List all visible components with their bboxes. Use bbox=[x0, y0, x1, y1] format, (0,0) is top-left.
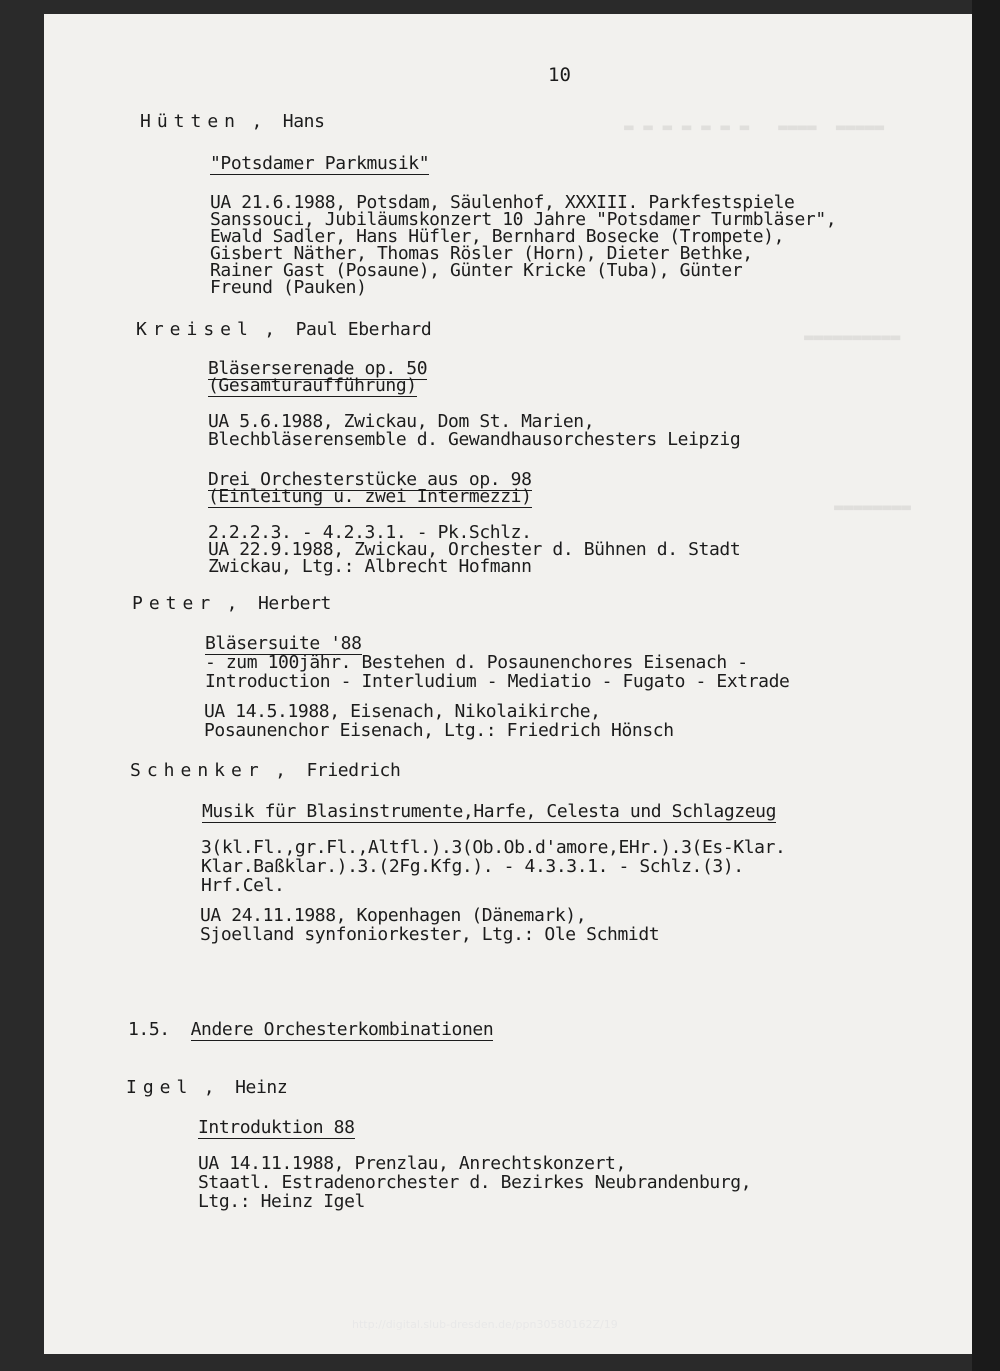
performance-line: Freund (Pauken) bbox=[210, 277, 367, 298]
performance-line: UA 5.6.1988, Zwickau, Dom St. Marien, bbox=[208, 411, 595, 432]
work-title-text: "Potsdamer Parkmusik" bbox=[210, 153, 430, 174]
composer-given-name: Hans bbox=[282, 111, 325, 132]
composer-heading: Schenker , Friedrich bbox=[130, 760, 401, 781]
source-url: http://digital.slub-dresden.de/ppn30580162Z/19 bbox=[352, 1318, 618, 1331]
section-heading bbox=[128, 1019, 494, 1040]
composer-given-name: Heinz bbox=[235, 1077, 288, 1098]
section-title: Andere Orchesterkombinationen bbox=[190, 1019, 494, 1040]
performance-line: Staatl. Estradenorchester d. Bezirkes Neubrandenburg, bbox=[198, 1172, 752, 1193]
work-title bbox=[205, 633, 362, 654]
performance-line: Posaunenchor Eisenach, Ltg.: Friedrich Hönsch bbox=[204, 720, 674, 741]
performance-line: Rainer Gast (Posaune), Günter Kricke (Tuba), Günter bbox=[210, 260, 743, 281]
bleed-through-texture: ▬▬▬▬▬▬▬▬ bbox=[834, 497, 912, 516]
scoring-line: 3(kl.Fl.,gr.Fl.,Altfl.).3(Ob.Ob.d'amore,EHr.).3(Es-Klar. bbox=[201, 837, 786, 858]
work-title-text: Musik für Blasinstrumente,Harfe, Celesta und Schlagzeug bbox=[202, 801, 777, 822]
composer-heading: Peter , Herbert bbox=[132, 593, 331, 614]
work-title-text: Bläserserenade op. 50 bbox=[208, 358, 428, 379]
performance-line: Blechbläserensemble d. Gewandhausorchesters Leipzig bbox=[208, 429, 741, 450]
performance-line: Zwickau, Ltg.: Albrecht Hofmann bbox=[208, 556, 532, 577]
bleed-through-texture: ▬ ▬ ▬ ▬ ▬ ▬ ▬ ▬▬▬▬ ▬▬▬▬▬ bbox=[624, 117, 885, 136]
composer-heading: Kreisel , Paul Eberhard bbox=[136, 319, 432, 340]
composer-surname: Hütten bbox=[140, 111, 242, 132]
composer-surname: Igel bbox=[126, 1077, 194, 1098]
composer-given-name: Paul Eberhard bbox=[295, 319, 432, 340]
composer-heading: Igel , Heinz bbox=[126, 1077, 288, 1098]
performance-line: Sanssouci, Jubiläumskonzert 10 Jahre "Potsdamer Turmbläser", bbox=[210, 209, 837, 230]
scoring-line: Klar.Baßklar.).3.(2Fg.Kfg.). - 4.3.3.1. - Schlz.(3). bbox=[201, 856, 744, 877]
work-title bbox=[210, 153, 430, 174]
work-title bbox=[208, 375, 417, 396]
composer-surname: Peter bbox=[132, 593, 217, 614]
work-title bbox=[198, 1117, 355, 1138]
work-title-text: (Gesamturaufführung) bbox=[208, 375, 417, 396]
composer-heading: Hütten , Hans bbox=[140, 111, 325, 132]
document-page bbox=[44, 14, 972, 1354]
work-subtitle: - zum 100jähr. Bestehen d. Posaunenchores Eisenach - bbox=[205, 652, 748, 673]
work-title bbox=[208, 486, 532, 507]
performance-line: UA 22.9.1988, Zwickau, Orchester d. Bühnen d. Stadt bbox=[208, 539, 741, 560]
work-title-text: (Einleitung u. zwei Intermezzi) bbox=[208, 486, 532, 507]
section-number: 1.5. bbox=[128, 1019, 170, 1040]
performance-line: UA 24.11.1988, Kopenhagen (Dänemark), bbox=[200, 905, 587, 926]
scoring-line: 2.2.2.3. - 4.2.3.1. - Pk.Schlz. bbox=[208, 522, 532, 543]
book-binding-edge bbox=[972, 0, 1000, 1371]
composer-given-name: Herbert bbox=[257, 593, 331, 614]
work-subtitle: Introduction - Interludium - Mediatio - Fugato - Extrade bbox=[205, 671, 790, 692]
work-title-text: Drei Orchesterstücke aus op. 98 bbox=[208, 469, 532, 490]
work-title-text: Introduktion 88 bbox=[198, 1117, 355, 1138]
work-title-text: Bläsersuite '88 bbox=[205, 633, 362, 654]
performance-line: Gisbert Näther, Thomas Rösler (Horn), Dieter Bethke, bbox=[210, 243, 753, 264]
performance-line: UA 14.5.1988, Eisenach, Nikolaikirche, bbox=[204, 701, 601, 722]
composer-surname: Schenker bbox=[130, 760, 265, 781]
composer-given-name: Friedrich bbox=[306, 760, 401, 781]
performance-line: UA 14.11.1988, Prenzlau, Anrechtskonzert, bbox=[198, 1153, 626, 1174]
bleed-through-texture: ▬▬▬▬▬▬▬▬▬▬ bbox=[804, 327, 901, 346]
performance-line: Ewald Sadler, Hans Hüfler, Bernhard Bosecke (Trompete), bbox=[210, 226, 785, 247]
performance-line: UA 21.6.1988, Potsdam, Säulenhof, XXXIII. Parkfestspiele bbox=[210, 192, 795, 213]
work-title bbox=[202, 801, 777, 822]
performance-line: Ltg.: Heinz Igel bbox=[198, 1191, 365, 1212]
performance-line: Sjoelland synfoniorkester, Ltg.: Ole Schmidt bbox=[200, 924, 660, 945]
composer-surname: Kreisel bbox=[136, 319, 254, 340]
page-number: 10 bbox=[548, 64, 571, 86]
scoring-line: Hrf.Cel. bbox=[201, 875, 285, 896]
